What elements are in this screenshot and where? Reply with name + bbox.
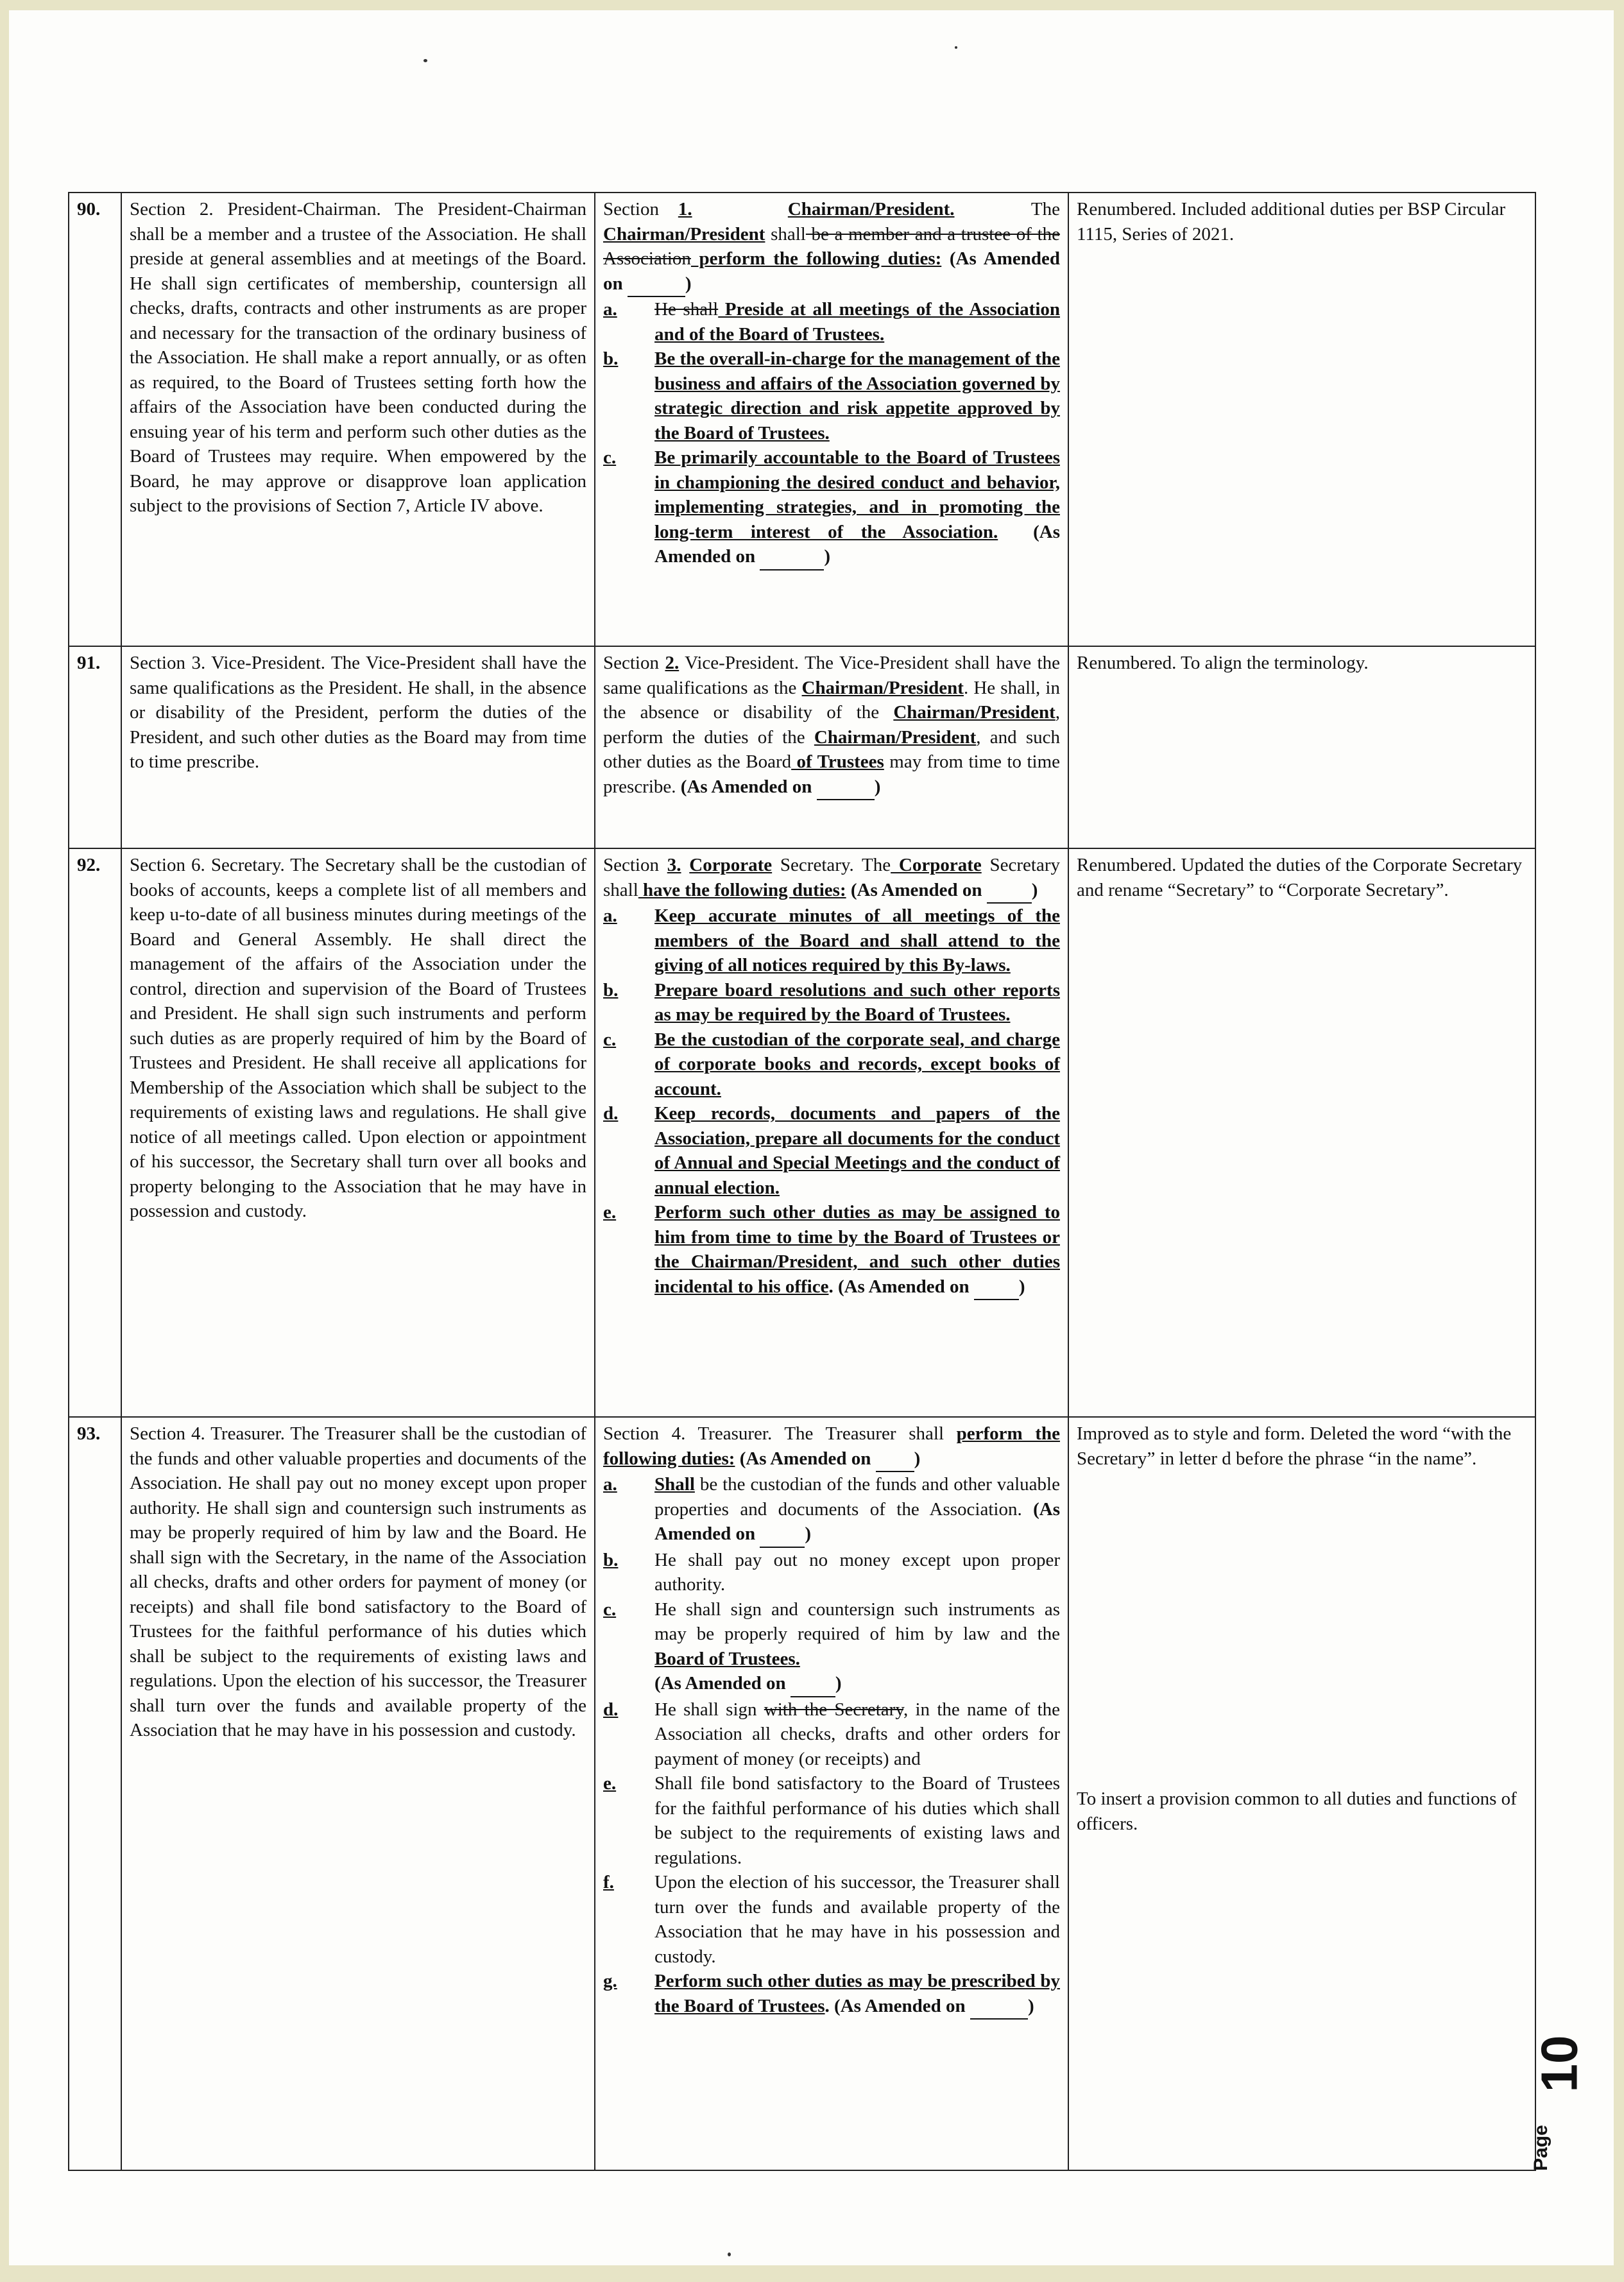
item-text: Shall file bond satisfactory to the Board of Trustees for the faithful performance of his duties which shall be subject to the requirements of existing laws and regulations. <box>654 1773 1060 1868</box>
text-run: Chairman/President <box>603 223 765 244</box>
text-run: 2. <box>665 653 680 673</box>
list-item <box>603 1027 1060 1102</box>
text-run: (As Amended on <box>735 1448 876 1469</box>
text-run: (As Amended on <box>846 879 987 900</box>
text-run: Section <box>603 199 678 219</box>
item-letter: a. <box>603 1474 617 1495</box>
list-item <box>603 1870 1060 1969</box>
text-run: Section <box>603 855 667 875</box>
text-run: perform the following duties: <box>690 248 942 269</box>
text-run: (As Amended on <box>654 521 1060 567</box>
item-letter: e. <box>603 1202 617 1222</box>
text-run: Section 4. Treasurer. The Treasurer shall <box>603 1423 957 1444</box>
text-run: 1. <box>678 199 692 219</box>
blank-line <box>817 775 875 801</box>
blank-line <box>987 878 1032 904</box>
remarks: Renumbered. Updated the duties of the Corporate Secretary and rename “Secretary” to “Corporate Secretary”. <box>1068 848 1535 1417</box>
list-item <box>603 904 1060 978</box>
text-run: with the Secretary <box>764 1699 903 1720</box>
text-run: Secretary shall <box>603 855 1060 900</box>
page-label <box>1525 2118 1557 2175</box>
text-run: Be primarily accountable to the Board of Trustees in championing the desired conduct and behavior, implementing strategies, and in promoting the long-term interest of the Association. <box>654 447 1060 542</box>
text-run: Shall <box>654 1474 695 1495</box>
text-run: may from time to time prescribe. <box>603 751 1060 797</box>
scan-speck <box>423 59 427 62</box>
blank-line <box>760 544 824 570</box>
list-item: c. Be primarily accountable to the Board of Trustees in championing the desired conduct and behavior, implementing strategies, and in promoting the long-term interest of the Association. (As Amended on ) <box>603 445 1060 570</box>
text-run: Section <box>603 653 665 673</box>
item-letter: f. <box>603 1872 614 1892</box>
remarks <box>1068 1417 1535 2170</box>
amended-provision: Section 2. Vice-President. The Vice-President shall have the same qualifications as the Chairman/President. He shall, in the absence or disability of the Chairman/President, perform the duties of the Chairman/President, and such other duties as the Board of Trustees may from time to time prescribe. (As Amended on ) <box>595 646 1068 848</box>
text-run: Chairman/President <box>814 726 977 748</box>
row-number: 90. <box>69 193 121 646</box>
remarks-text: To insert a provision common to all duties and functions of officers. <box>1077 1789 1517 1834</box>
item-text: Keep accurate minutes of all meetings of the members of the Board and shall attend to the giving of all notices required by this By-laws. <box>654 905 1060 975</box>
item-text: Keep records, documents and papers of the Association, prepare all documents for the conduct of Annual and Special Meetings and the conduct of annual election. <box>654 1103 1060 1198</box>
text-run: have the following duties: <box>638 879 846 900</box>
text-run: Perform such other duties as may be assigned to him from time to time by the Board of Trustees or the Chairman/President, and such other duties incidental to his office <box>654 1202 1060 1297</box>
table-row <box>69 1417 1535 2170</box>
list-item <box>603 1101 1060 1200</box>
list-item: g. Perform such other duties as may be prescribed by the Board of Trustees. (As Amended on ) <box>603 1969 1060 2020</box>
table-row <box>69 848 1535 1417</box>
list-item: c. He shall sign and countersign such instruments as may be properly required of him by law and the Board of Trustees. (As Amended on ) <box>603 1597 1060 1697</box>
remarks-text: Improved as to style and form. Deleted the word “with the Secretary” in letter d before the phrase “in the name”. <box>1077 1423 1512 1469</box>
list-item: e. Perform such other duties as may be assigned to him from time to time by the Board of Trustees or the Chairman/President, and such other duties incidental to his office. (As Amended on ) <box>603 1200 1060 1300</box>
scan-speck <box>955 46 957 49</box>
row-number: 93. <box>69 1417 121 2170</box>
amended-provision: Section 4. Treasurer. The Treasurer shall perform the following duties: (As Amended on ) a. Shall be the custodian of the funds and other valuable properties and documents of the Association. (As Amended on ) b. He shall pay out no money except upon proper authority. c. He shall sign and countersign such instruments as may be properly required of him by law and the Board of Trustees. (As Amended on ) d. He shall sign with the Secretary, in the name of the Association all checks, drafts and other orders for payment of money (or receipts) and e. Shall file bond satisfactory to the Board of Trustees for the faithful performance of his duties which shall be subject to the requirements of existing laws and regulations. f. Upon the election of his successor, the Treasurer shall turn over the funds and available property of the Association that he may have in his possession and custody. g. Perform such other duties as may be prescribed by the Board of Trustees. (As Amended on ) <box>595 1417 1068 2170</box>
item-text: Be the overall-in-charge for the management of the business and affairs of the Association governed by strategic direction and risk appetite approved by the Board of Trustees. <box>654 348 1060 443</box>
text-run: Vice-President. The Vice-President shall have the same qualifications as the <box>603 653 1060 698</box>
item-letter: e. <box>603 1773 617 1794</box>
text-run: Preside at all meetings of the Association and of the Board of Trustees. <box>654 299 1061 345</box>
list-item: a. Shall be the custodian of the funds and other valuable properties and documents of the Association. (As Amended on ) <box>603 1472 1060 1548</box>
list-item <box>603 347 1060 445</box>
text-run: Corporate <box>689 855 773 875</box>
row-number: 91. <box>69 646 121 848</box>
item-letter: g. <box>603 1971 617 1991</box>
remarks: Renumbered. To align the terminology. <box>1068 646 1535 848</box>
text-run: He shall sign <box>654 1699 764 1720</box>
text-run: . (As Amended on <box>828 1276 974 1297</box>
remarks: Renumbered. Included additional duties per BSP Circular 1115, Series of 2021. <box>1068 193 1535 646</box>
text-run: perform the following duties: <box>603 1423 1060 1469</box>
item-letter: b. <box>603 979 619 1000</box>
text-run: He shall sign and countersign such instruments as may be properly required of him by law and the <box>654 1599 1060 1644</box>
text-run: of Trustees <box>791 751 884 772</box>
item-text: Be the custodian of the corporate seal, and charge of corporate books and records, except books of account. <box>654 1029 1060 1099</box>
text-run: , and such other duties as the Board <box>603 726 1061 772</box>
text-run: . (As Amended on <box>825 1995 970 2016</box>
text-run: Chairman/President. <box>787 199 955 219</box>
text-run: (As Amended on <box>680 776 817 797</box>
item-text: Upon the election of his successor, the Treasurer shall turn over the funds and available property of the Association that he may have in his possession and custody. <box>654 1872 1060 1967</box>
blank-line <box>876 1446 914 1473</box>
item-text: He shall pay out no money except upon proper authority. <box>654 1549 1060 1595</box>
text-run: Board of Trustees. <box>654 1648 800 1669</box>
table-row <box>69 193 1535 646</box>
item-letter: d. <box>603 1699 619 1720</box>
item-letter: c. <box>603 1599 617 1620</box>
blank-line <box>791 1671 835 1697</box>
blank-line <box>970 1994 1028 2020</box>
text-run: Perform such other duties as may be prescribed by the Board of Trustees <box>654 1971 1060 2016</box>
text-run: (As Amended on <box>654 1498 1060 1544</box>
amended-provision: Section 3. Corporate Secretary. The Corporate Secretary shall have the following duties: (As Amended on ) a. Keep accurate minutes of all meetings of the members of the Board and shall attend to the giving of all notices required by this By-laws. b. Prepare board resolutions and such other reports as may be required by the Board of Trustees. c. Be the custodian of the corporate seal, and charge of corporate books and records, except books of account. d. Keep records, documents and papers of the Association, prepare all documents for the conduct of Annual and Special Meetings and the conduct of annual election. e. Perform such other duties as may be assigned to him from time to time by the Board of Trustees or the Chairman/President, and such other duties incidental to his office. (As Amended on ) <box>595 848 1068 1417</box>
item-letter: b. <box>603 1549 619 1570</box>
text-run: be a member and a trustee of the Association <box>603 223 1060 269</box>
page-label-text: Page <box>1530 2125 1551 2171</box>
list-item <box>603 1548 1060 1597</box>
item-letter: a. <box>603 299 617 320</box>
blank-line <box>760 1522 805 1548</box>
amendment-table <box>68 192 1536 2171</box>
text-run <box>681 855 690 875</box>
original-provision: Section 6. Secretary. The Secretary shall be the custodian of books of accounts, keeps a complete list of all members and keep u-to-date of all business minutes during meetings of the Board and General Assembly. He shall direct the management of the affairs of the Association under the control, direction and supervision of the Board of Trustees and President. He shall sign such instruments and perform such duties as are properly required of him by the Board of Trustees and President. He shall receive all applications for Membership of the Association which shall be subject to the requirements of existing laws and regulations. He shall give notice of all meetings called. Upon election or appointment of his successor, the Secretary shall turn over all books and property belonging to the Association that he may have in possession and custody. <box>121 848 595 1417</box>
text-run: The <box>1030 199 1060 219</box>
text-run: Chairman/President <box>893 702 1056 723</box>
item-letter: c. <box>603 1029 617 1050</box>
item-letter: d. <box>603 1103 619 1124</box>
text-run: Corporate <box>891 855 982 875</box>
original-provision: Section 4. Treasurer. The Treasurer shall be the custodian of the funds and other valuable properties and documents of the Association. He shall pay out no money except upon proper authority. He shall sign and countersign such instruments as may be properly required of him by law and the Board. He shall sign with the Secretary, in the name of the Association all checks, drafts and other orders for payment of money (or receipts) and shall file bond satisfactory to the Board of Trustees for the faithful performance of his duties which shall be subject to the requirements of existing laws and regulations. Upon the election of his successor, the Treasurer shall turn over the funds and available property of the Association that he may have in his possession and custody. <box>121 1417 595 2170</box>
list-item <box>603 978 1060 1027</box>
original-provision: Section 3. Vice-President. The Vice-President shall have the same qualifications as the President. He shall, in the absence or disability of the President, perform the duties of the President, and such other duties as the Board may from time to time prescribe. <box>121 646 595 848</box>
text-run: shall <box>765 223 806 244</box>
text-run: (As Amended on <box>654 1673 791 1694</box>
item-text: Prepare board resolutions and such other reports as may be required by the Board of Trustees. <box>654 979 1060 1025</box>
blank-line <box>628 271 685 298</box>
text-run: . He shall, in the absence or disability of the <box>603 677 1060 723</box>
original-provision: Section 2. President-Chairman. The President-Chairman shall be a member and a trustee of the Association. He shall preside at general assemblies and at meetings of the Board. He shall sign certificates of membership, countersign all checks, drafts, contracts and other instruments as are proper and necessary for the transaction of the ordinary business of the Association. He shall make a report annually, or as often as required, to the Board of Trustees setting forth how the affairs of the Association have been conducted during the ensuing year of his term and perform such other duties as the Board of Trustees may require. When empowered by the Board, he may approve or disapprove loan application subject to the provisions of Section 7, Article IV above. <box>121 193 595 646</box>
list-item <box>603 1771 1060 1870</box>
text-run: , in the name of the Association all checks, drafts and other orders for payment of money (or receipts) and <box>654 1699 1061 1769</box>
item-letter: b. <box>603 348 619 369</box>
blank-line <box>974 1274 1019 1301</box>
text-run: Secretary. The <box>772 855 891 875</box>
list-item <box>603 297 1060 347</box>
text-run: be the custodian of the funds and other valuable properties and documents of the Association. <box>654 1474 1060 1520</box>
item-letter: a. <box>603 905 617 926</box>
scan-speck <box>728 2252 731 2256</box>
text-run: He shall <box>654 299 719 320</box>
table-row <box>69 646 1535 848</box>
amended-provision: Section 1. Chairman/President. The Chairman/President shall be a member and a trustee of the Association perform the following duties: (As Amended on ) a. He shall Preside at all meetings of the Association and of the Board of Trustees. b. Be the overall-in-charge for the management of the business and affairs of the Association governed by strategic direction and risk appetite approved by the Board of Trustees. c. Be primarily accountable to the Board of Trustees in championing the desired conduct and behavior, implementing strategies, and in promoting the long-term interest of the Association. (As Amended on ) <box>595 193 1068 646</box>
text-run: 3. <box>667 855 681 875</box>
row-number: 92. <box>69 848 121 1417</box>
text-run: (As Amended on <box>603 248 1060 294</box>
text-run: , perform the duties of the <box>603 702 1060 748</box>
text-run: Chairman/President <box>801 677 964 698</box>
item-letter: c. <box>603 447 617 468</box>
list-item <box>603 1697 1060 1772</box>
page-number: 10 <box>1530 2035 1588 2093</box>
